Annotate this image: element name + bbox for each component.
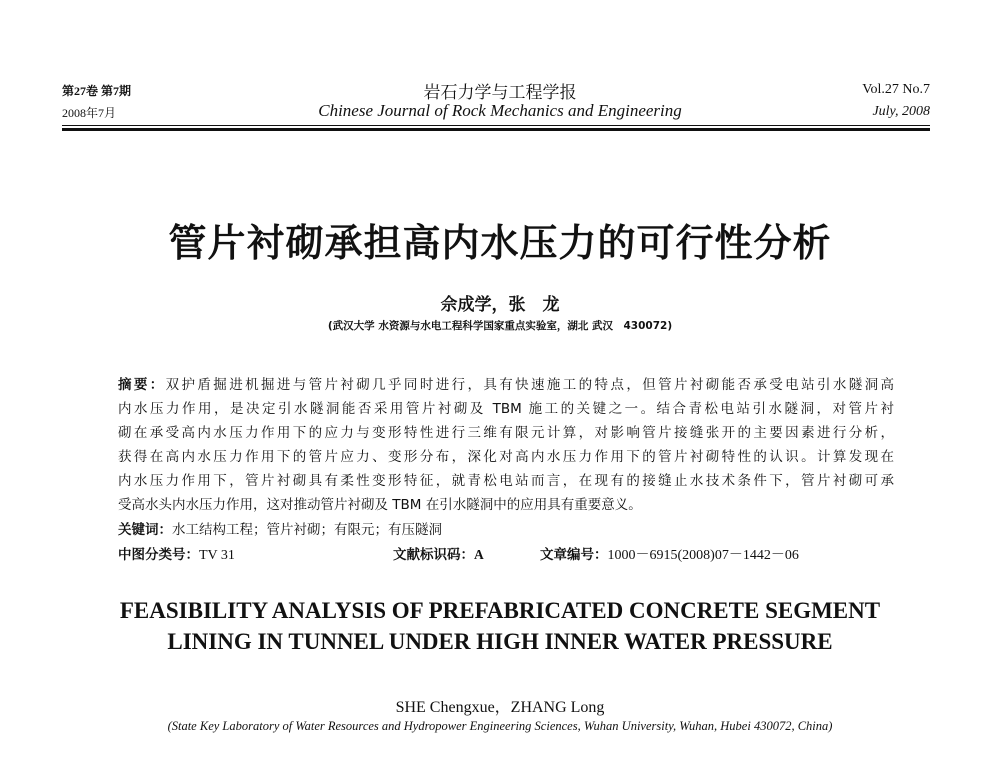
article-number-label: 文章编号： — [540, 547, 608, 563]
header-rule-thick — [62, 128, 930, 131]
keywords-value: 水工结构工程；管片衬砌；有限元；有压隧洞 — [172, 522, 442, 538]
abstract-label: 摘要： — [118, 377, 166, 393]
paper-title-en-line2: LINING IN TUNNEL UNDER HIGH INNER WATER PRESSURE — [167, 629, 833, 654]
affiliation-en: (State Key Laboratory of Water Resources and Hydropower Engineering Sciences, Wuhan University, Wuhan, Hubei 430072, China) — [167, 719, 833, 733]
authors-en: SHE Chengxue，ZHANG Long — [395, 699, 605, 716]
document-code-label: 文献标识码： — [393, 547, 474, 563]
abstract-line: 砌在承受高内水压力作用下的应力与变形特性进行三维有限元计算，对影响管片接缝张开的主要因素进行分析， — [118, 425, 894, 441]
date-cn: 2008年7月 — [62, 106, 117, 120]
classification-label: 中图分类号： — [118, 547, 199, 563]
paper-title-en-line1: FEASIBILITY ANALYSIS OF PREFABRICATED CONCRETE SEGMENT — [119, 598, 881, 623]
document-code — [393, 543, 484, 563]
abstract-text: 双护盾掘进机掘进与管片衬砌几乎同时进行，具有快速施工的特点，但管片衬砌能否承受电站引水隧洞高 — [165, 377, 894, 393]
journal-name-cn: 岩石力学与工程学报 — [423, 83, 577, 103]
abstract-line: 内水压力作用，是决定引水隧洞能否采用管片衬砌及 TBM 施工的关键之一。结合青松电站引水隧洞，对管片衬 — [118, 401, 894, 417]
affiliation-cn: (武汉大学 水资源与水电工程科学国家重点实验室，湖北 武汉 430072) — [327, 320, 673, 332]
abstract-line: 获得在高内水压力作用下的管片应力、变形分布，深化对高内水压力作用下的管片衬砌特性的认识。计算发现在 — [118, 449, 894, 465]
abstract-line: 受高水头内水压力作用，这对推动管片衬砌及 TBM 在引水隧洞中的应用具有重要意义。 — [118, 497, 642, 513]
journal-name-en: Chinese Journal of Rock Mechanics and Engineering — [318, 101, 682, 120]
classification — [118, 543, 235, 564]
date-en: July, 2008 — [872, 104, 930, 119]
header-rule-thin — [62, 125, 930, 126]
volume-issue-en: Vol.27 No.7 — [862, 82, 930, 97]
keywords-label: 关键词： — [118, 522, 172, 538]
document-code-value: A — [474, 547, 484, 562]
classification-value: TV 31 — [199, 548, 235, 563]
abstract-line: 内水压力作用下，管片衬砌具有柔性变形特征，就青松电站而言，在现有的接缝止水技术条件下，管片衬砌可承 — [118, 473, 894, 489]
paper-title-cn: 管片衬砌承担高内水压力的可行性分析 — [168, 221, 832, 265]
keywords — [118, 518, 894, 538]
abstract-line — [118, 373, 894, 393]
volume-issue-cn: 第27卷 第7期 — [62, 84, 132, 98]
authors-cn: 佘成学，张 龙 — [440, 295, 560, 315]
article-number-value: 1000－6915(2008)07－1442－06 — [607, 548, 799, 563]
article-number — [540, 543, 799, 564]
